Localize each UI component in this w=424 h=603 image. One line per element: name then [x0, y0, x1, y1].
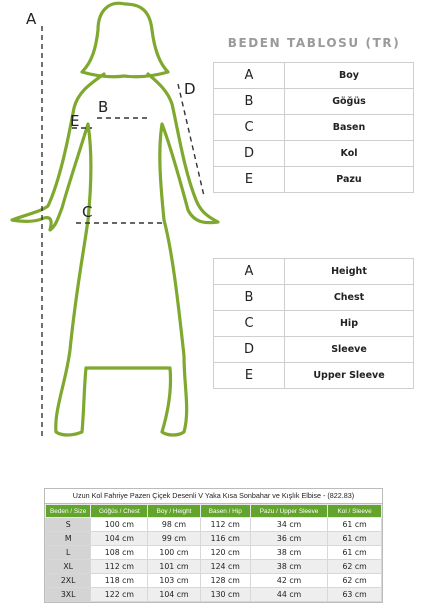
- height-cell: 99 cm: [148, 532, 200, 546]
- size-chart-title: BEDEN TABLOSU (TR): [227, 36, 401, 50]
- chest-cell: 108 cm: [91, 546, 148, 560]
- legend-letter: A: [214, 259, 285, 285]
- size-cell: 2XL: [46, 574, 91, 588]
- hip-cell: 120 cm: [200, 546, 250, 560]
- sleeve-cell: 62 cm: [328, 574, 382, 588]
- sleeve-cell: 61 cm: [328, 532, 382, 546]
- marker-a-label: A: [26, 10, 37, 28]
- legend-letter: E: [214, 363, 285, 389]
- legend-label: Sleeve: [285, 337, 414, 363]
- table-row: [46, 574, 382, 588]
- product-caption: Uzun Kol Fahriye Pazen Çiçek Desenli V Yaka Kısa Sonbahar ve Kışlık Elbise - (822.83): [45, 489, 382, 504]
- upper-sleeve-cell: 36 cm: [250, 532, 327, 546]
- height-cell: 98 cm: [148, 518, 200, 532]
- legend-letter: C: [214, 115, 285, 141]
- chest-cell: 112 cm: [91, 560, 148, 574]
- sleeve-cell: 62 cm: [328, 560, 382, 574]
- upper-sleeve-cell: 44 cm: [250, 588, 327, 602]
- size-cell: L: [46, 546, 91, 560]
- hip-cell: 128 cm: [200, 574, 250, 588]
- legend-letter: D: [214, 337, 285, 363]
- legend-row: [214, 167, 414, 193]
- table-row: [46, 532, 382, 546]
- legend-letter: D: [214, 141, 285, 167]
- column-header-chest: Göğüs / Chest: [91, 505, 148, 518]
- upper-sleeve-cell: 38 cm: [250, 546, 327, 560]
- legend-table-tr: [213, 62, 414, 193]
- legend-label: Boy: [285, 63, 414, 89]
- legend-letter: C: [214, 311, 285, 337]
- column-header-hip: Basen / Hip: [200, 505, 250, 518]
- legend-label: Upper Sleeve: [285, 363, 414, 389]
- sleeve-cell: 63 cm: [328, 588, 382, 602]
- legend-letter: A: [214, 63, 285, 89]
- size-table: [45, 504, 382, 602]
- height-cell: 100 cm: [148, 546, 200, 560]
- legend-table-en: [213, 258, 414, 389]
- marker-e-label: E: [70, 112, 80, 130]
- table-row: [46, 546, 382, 560]
- upper-sleeve-cell: 42 cm: [250, 574, 327, 588]
- marker-b-label: B: [98, 98, 109, 116]
- column-header-size: Beden / Size: [46, 505, 91, 518]
- marker-c-label: C: [82, 203, 93, 221]
- chest-cell: 104 cm: [91, 532, 148, 546]
- height-cell: 104 cm: [148, 588, 200, 602]
- hip-cell: 124 cm: [200, 560, 250, 574]
- size-cell: 3XL: [46, 588, 91, 602]
- upper-sleeve-cell: 34 cm: [250, 518, 327, 532]
- dress-measurement-figure: [0, 0, 230, 450]
- legend-label: Chest: [285, 285, 414, 311]
- legend-letter: B: [214, 285, 285, 311]
- chest-cell: 100 cm: [91, 518, 148, 532]
- legend-label: Kol: [285, 141, 414, 167]
- chest-cell: 118 cm: [91, 574, 148, 588]
- legend-row: [214, 63, 414, 89]
- hip-cell: 130 cm: [200, 588, 250, 602]
- legend-label: Hip: [285, 311, 414, 337]
- hip-cell: 112 cm: [200, 518, 250, 532]
- column-header-sleeve: Kol / Sleeve: [328, 505, 382, 518]
- height-cell: 103 cm: [148, 574, 200, 588]
- size-cell: XL: [46, 560, 91, 574]
- table-row: [46, 560, 382, 574]
- column-header-height: Boy / Height: [148, 505, 200, 518]
- table-row: [46, 518, 382, 532]
- marker-d-label: D: [184, 80, 196, 98]
- size-cell: S: [46, 518, 91, 532]
- sleeve-cell: 61 cm: [328, 518, 382, 532]
- table-row: [46, 588, 382, 602]
- legend-row: [214, 337, 414, 363]
- upper-sleeve-cell: 38 cm: [250, 560, 327, 574]
- legend-row: [214, 311, 414, 337]
- column-header-upper-sleeve: Pazu / Upper Sleeve: [250, 505, 327, 518]
- legend-row: [214, 363, 414, 389]
- legend-label: Basen: [285, 115, 414, 141]
- dress-silhouette-illustration: [0, 0, 230, 450]
- legend-row: [214, 115, 414, 141]
- legend-label: Height: [285, 259, 414, 285]
- sleeve-cell: 61 cm: [328, 546, 382, 560]
- legend-row: [214, 259, 414, 285]
- size-table-header: [46, 505, 382, 518]
- legend-letter: B: [214, 89, 285, 115]
- chest-cell: 122 cm: [91, 588, 148, 602]
- legend-label: Göğüs: [285, 89, 414, 115]
- size-cell: M: [46, 532, 91, 546]
- legend-label: Pazu: [285, 167, 414, 193]
- legend-letter: E: [214, 167, 285, 193]
- size-table-panel: [44, 488, 383, 603]
- legend-row: [214, 285, 414, 311]
- height-cell: 101 cm: [148, 560, 200, 574]
- legend-row: [214, 141, 414, 167]
- legend-row: [214, 89, 414, 115]
- hip-cell: 116 cm: [200, 532, 250, 546]
